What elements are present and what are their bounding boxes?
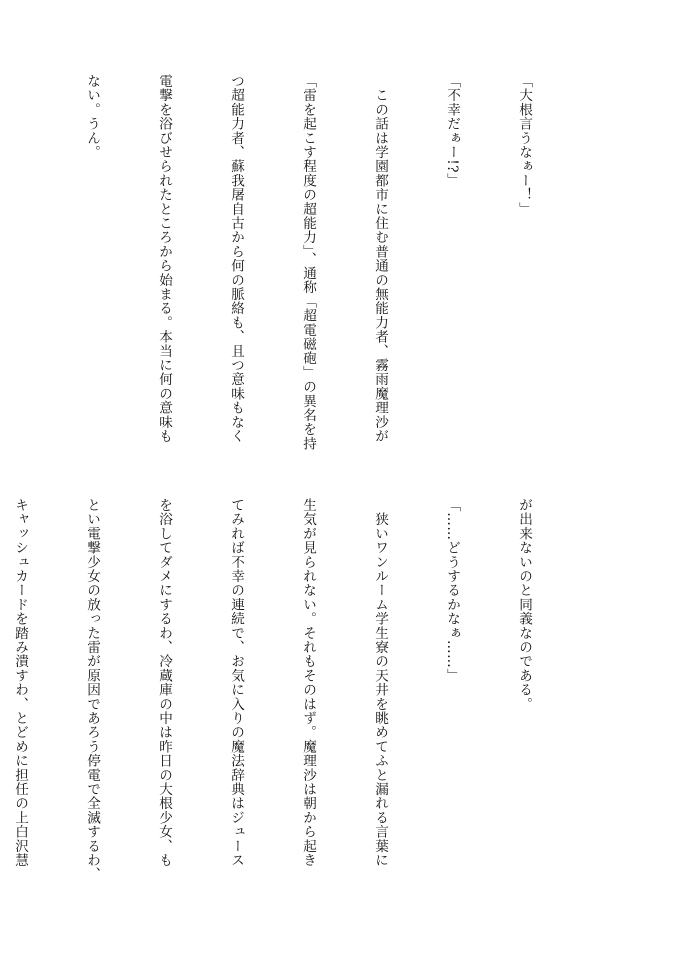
text-line: を浴してダメにするわ、冷蔵庫の中は昨日の大根少女、も [156, 498, 172, 868]
upper-text-block [84, 74, 584, 472]
text-line: この話は学園都市に住む普通の無能力者、霧雨魔理沙が [372, 74, 388, 444]
text-line: 「不幸だぁー!?」 [444, 74, 460, 188]
text-line: 「雷を起こす程度の超能力」、通称「超電磁砲」の異名を持 [300, 74, 316, 451]
text-line: 生気が見られない。それもそのはず。魔理沙は朝から起き [300, 498, 316, 868]
text-line: とい電撃少女の放った雷が原因であろう停電で全滅するわ、 [84, 498, 100, 882]
text-line: ない。うん。 [84, 74, 100, 160]
text-line: 電撃を浴びせられたところから始まる。本当に何の意味も [156, 74, 172, 444]
text-line: つ超能力者、蘇我屠自古から何の脈絡も、且つ意味もなく [228, 74, 244, 444]
text-line: が出来ないのと同義なのである。 [516, 498, 532, 711]
text-line: キャッシュカードを踏み潰すわ、とどめに担任の上白沢慧 [12, 498, 28, 868]
text-line: 「……どうするかなぁ……」 [444, 498, 460, 683]
text-line: 「大根言うなぁー！」 [516, 74, 532, 216]
lower-text-block [12, 498, 584, 896]
text-line: 狭いワンルーム学生寮の天井を眺めてふと漏れる言葉に [372, 498, 388, 868]
text-line: てみれば不幸の連続で、お気に入りの魔法辞典はジュース [228, 498, 244, 868]
